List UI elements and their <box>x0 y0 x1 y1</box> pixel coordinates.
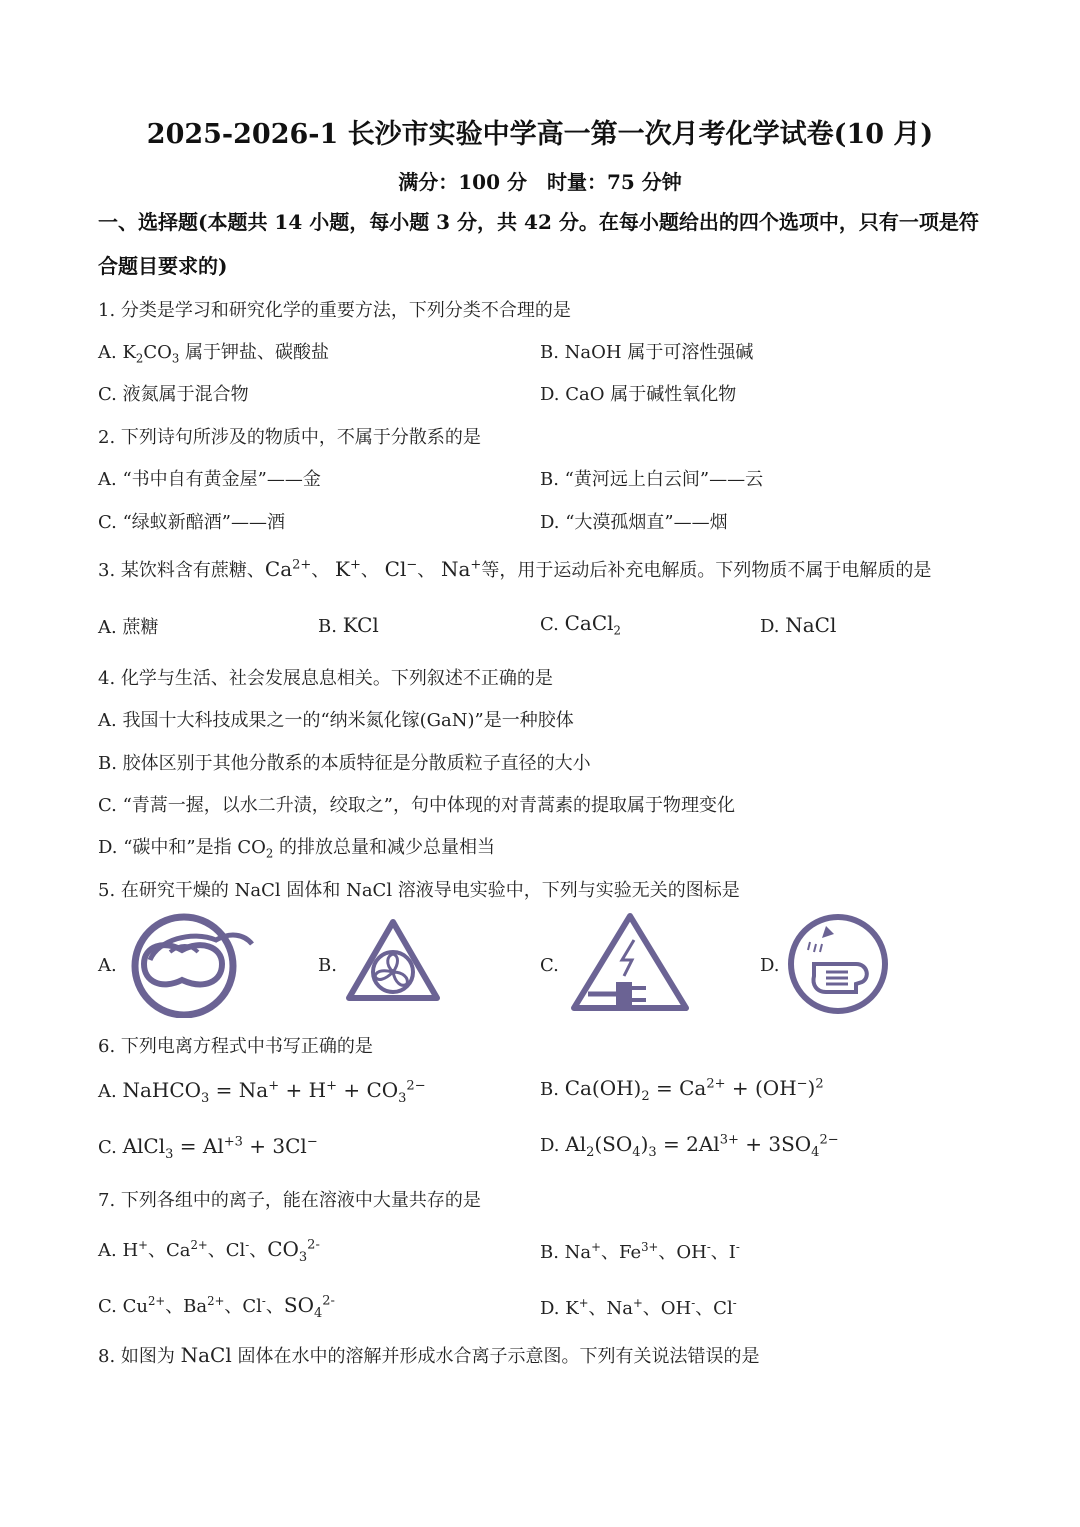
q1-option-c: C. 液氮属于混合物 <box>98 384 249 405</box>
exam-title: 2025-2026-1 长沙市实验中学高一第一次月考化学试卷(10 月) <box>146 119 934 150</box>
q1-option-d: D. CaO 属于碱性氧化物 <box>540 384 737 405</box>
question-6-stem: 6. 下列电离方程式中书写正确的是 <box>98 1036 373 1057</box>
hand-wash-icon <box>786 912 890 1016</box>
q5-option-d-label: D. <box>760 955 780 976</box>
q1-option-b: B. NaOH 属于可溶性强碱 <box>540 342 754 363</box>
q7-option-c: C. $Cu^{2+}$、$Ba^{2+}$、Cl-、$SO_4^{2-}$ <box>98 1293 335 1321</box>
q4-option-a: A. 我国十大科技成果之一的“纳米氮化镓(GaN)”是一种胶体 <box>98 710 574 731</box>
q2-option-b: B. “黄河远上白云间”——云 <box>540 469 764 490</box>
q5-option-a-label: A. <box>98 955 117 976</box>
question-5-stem: 5. 在研究干燥的 NaCl 固体和 NaCl 溶液导电实验中，下列与实验无关的图标是 <box>98 880 740 901</box>
q3-option-d: D. NaCl <box>760 613 837 637</box>
q3-option-a: A. 蔗糖 <box>98 617 159 638</box>
ion-potassium: K+ <box>335 557 361 581</box>
q6-option-b: B. $Ca(OH)_2 = Ca^{2+} + (OH^-)^2$ <box>540 1076 824 1104</box>
q7-option-d: D. K+、Na+、OH-、Cl- <box>540 1296 737 1319</box>
q2-option-c: C. “绿蚁新醅酒”——酒 <box>98 512 285 533</box>
q2-option-d: D. “大漠孤烟直”——烟 <box>540 512 728 533</box>
question-4-stem: 4. 化学与生活、社会发展息息相关。下列叙述不正确的是 <box>98 668 553 689</box>
ion-calcium: $Ca^{2+}$ <box>264 557 312 581</box>
question-7-stem: 7. 下列各组中的离子，能在溶液中大量共存的是 <box>98 1190 481 1211</box>
q6-option-a: A. NaHCO$_3$ = $Na^+ + H^+ + CO_3^{2-}$ <box>98 1078 426 1106</box>
electricity-plug-icon <box>570 912 690 1012</box>
q4-option-d: D. “碳中和”是指 $CO_2$ 的排放总量和减少总量相当 <box>98 837 496 861</box>
q2-option-a: A. “书中自有黄金屋”——金 <box>98 469 321 490</box>
q4-option-b: B. 胶体区别于其他分散系的本质特征是分散质粒子直径的大小 <box>98 753 591 774</box>
question-8-stem: 8. 如图为 NaCl 固体在水中的溶解并形成水合离子示意图。下列有关说法错误的是 <box>98 1343 760 1367</box>
q4-option-c: C. “青蒿一握，以水二升渍，绞取之”，句中体现的对青蒿素的提取属于物理变化 <box>98 795 735 816</box>
ventilation-fan-icon <box>345 918 441 1002</box>
q6-option-c: C. AlCl$_3$ = $Al^{+3} + 3Cl^-$ <box>98 1134 318 1162</box>
q3-option-b: B. KCl <box>318 613 379 637</box>
question-1-stem: 1. 分类是学习和研究化学的重要方法，下列分类不合理的是 <box>98 300 571 321</box>
ion-sodium: Na+ <box>440 557 482 581</box>
section-heading: 一、选择题(本题共 14 小题，每小题 3 分，共 42 分。在每小题给出的四个选项中，只有一项是符合题目要求的) <box>98 210 979 278</box>
q7-option-a: A. H+、$Ca^{2+}$、Cl-、$CO_3^{2-}$ <box>98 1237 320 1265</box>
q5-option-b-label: B. <box>318 955 337 976</box>
exam-subtitle: 满分：100 分 时量：75 分钟 <box>398 170 682 194</box>
q1-option-a: A. $K_2CO_3$ 属于钾盐、碳酸盐 <box>98 342 330 366</box>
q5-option-c-label: C. <box>540 955 559 976</box>
question-3-stem: 3. 某饮料含有蔗糖、$Ca^{2+}$、 K+、 Cl−、 Na+等，用于运动后补充电解质。下列物质不属于电解质的是 <box>98 557 932 581</box>
q6-option-d: D. $Al_2(SO_4)_3 = 2Al^{3+} + 3SO_4^{2-}$ <box>540 1132 839 1160</box>
ion-chloride: Cl− <box>384 557 418 581</box>
q3-option-c: C. CaCl$_2$ <box>540 611 621 638</box>
q7-option-b: B. Na+、$Fe^{3+}$、OH-、I- <box>540 1240 740 1263</box>
question-2-stem: 2. 下列诗句所涉及的物质中，不属于分散系的是 <box>98 427 481 448</box>
goggles-icon <box>130 912 256 1018</box>
